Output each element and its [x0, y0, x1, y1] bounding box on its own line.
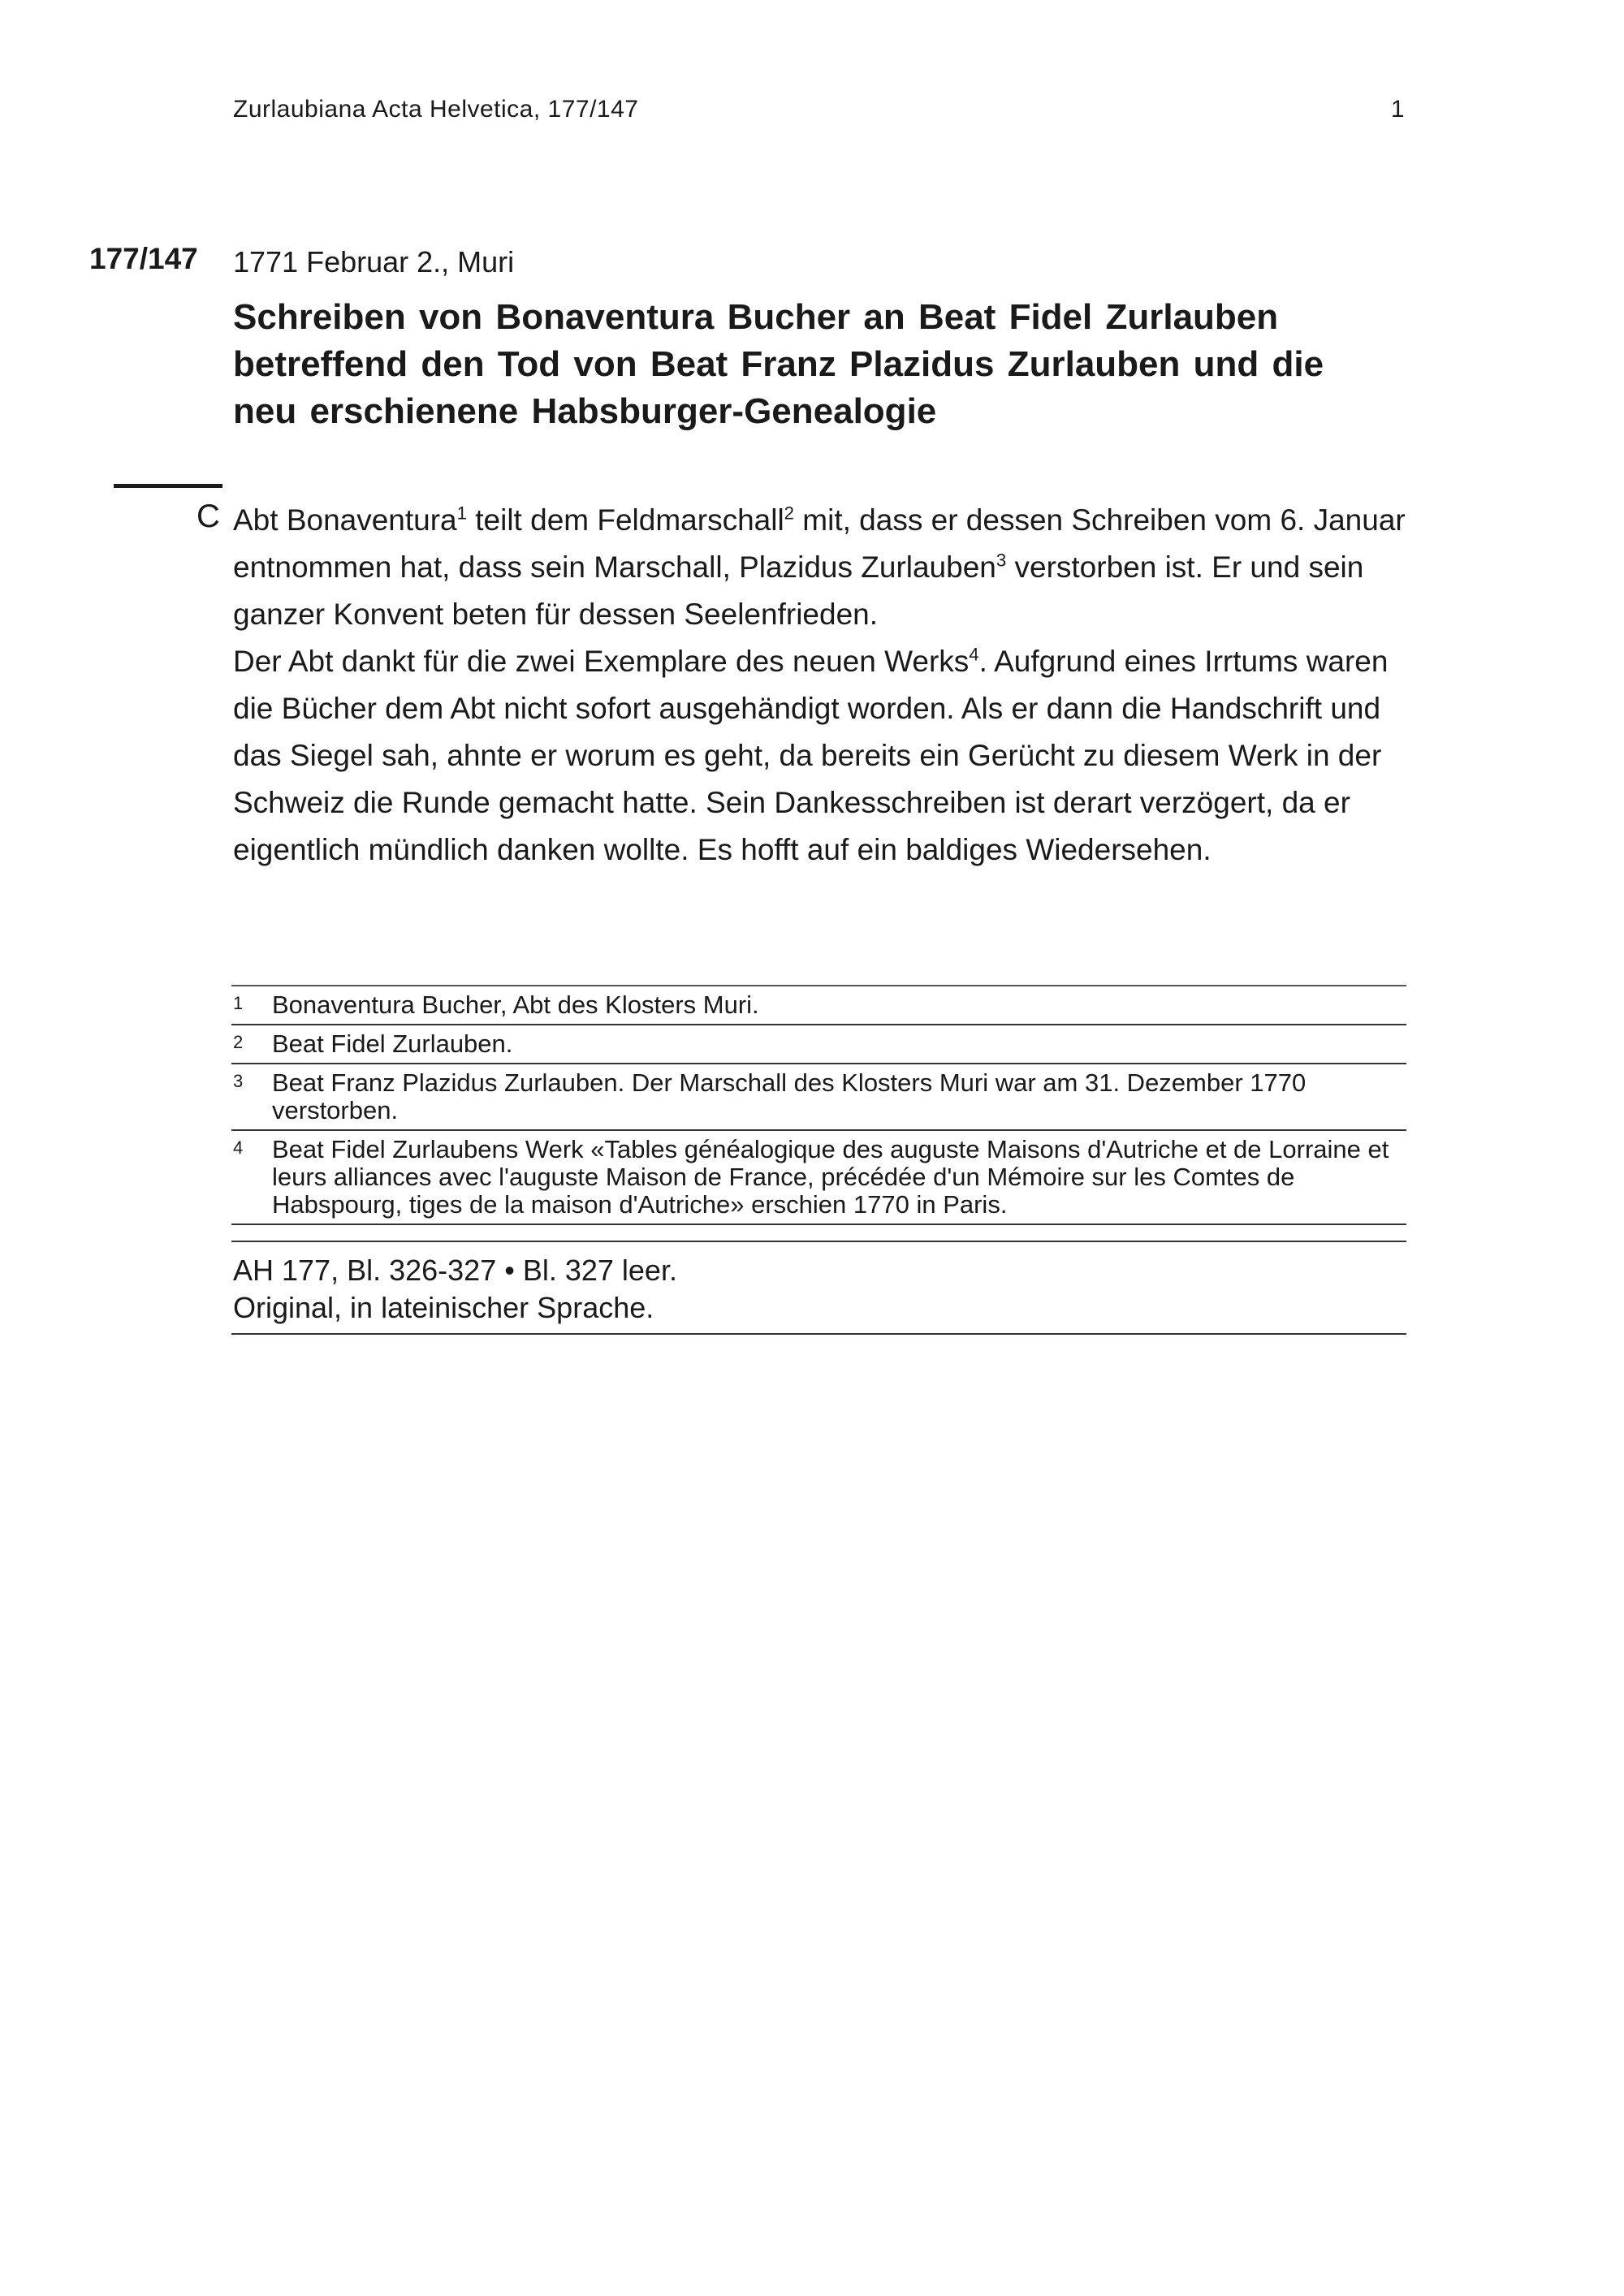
footnotes: [231, 985, 1406, 1225]
footnote-item: [231, 986, 1406, 1025]
margin-rule: [114, 484, 222, 488]
footnote-text: Beat Franz Plazidus Zurlauben. Der Marschall des Klosters Muri war am 31. Dezember 1770 verstorben.: [272, 1068, 1307, 1124]
footnote-item: [231, 1025, 1406, 1064]
footnote-ref-1[interactable]: 1: [456, 503, 467, 524]
footnote-text: Bonaventura Bucher, Abt des Klosters Muri.: [272, 990, 759, 1019]
document-number: 177/147: [89, 242, 198, 275]
source-info: [231, 1241, 1406, 1335]
summary: [233, 497, 1410, 874]
footnote-text: Beat Fidel Zurlaubens Werk «Tables généalogique des auguste Maisons d'Autriche et de Lorraine et leurs alliances avec l'auguste Maison de France, précédée d'un Mémoire sur les Comtes de Habspourg, tiges de la maison d'Autriche» erschien 1770 in Paris.: [272, 1135, 1389, 1219]
page-number: 1: [1390, 96, 1405, 123]
footnote-item: [231, 1131, 1406, 1225]
footnote-mark: 3: [233, 1071, 244, 1091]
footnote-mark: 4: [233, 1137, 244, 1158]
footnote-item: [231, 1064, 1406, 1131]
document-type-letter: C: [197, 498, 220, 534]
footnote-text: Beat Fidel Zurlauben.: [272, 1029, 513, 1058]
summary-paragraph-2: Der Abt dankt für die zwei Exemplare des neuen Werks$^4$. Aufgrund eines Irrtums waren die Bücher dem Abt nicht sofort ausgehändigt worden. Als er dann die Handschrift und das Siegel sah, ahnte er worum es geht, da bereits ein Gerücht zu diesem Werk in der Schweiz die Runde gemacht hatte. Sein Dankesschreiben ist derart verzögert, da er eigentlich mündlich danken wollte. Es hofft auf ein baldiges Wiedersehen.: [233, 644, 1389, 866]
document-title: Schreiben von Bonaventura Bucher an Beat Fidel Zurlauben betreffend den Tod von Beat Franz Plazidus Zurlauben und die neu erschienene Habsburger-Genealogie: [233, 297, 1324, 431]
document-date-place: 1771 Februar 2., Muri: [233, 245, 515, 278]
footnote-ref-3[interactable]: 3: [996, 550, 1007, 571]
summary-paragraph-1: Abt Bonaventura$^1$ teilt dem Feldmarschall$^2$ mit, dass er dessen Schreiben vom 6. Januar entnommen hat, dass sein Marschall, Plazidus Zurlauben$^3$ verstorben ist. Er und sein ganzer Konvent beten für dessen Seelenfrieden.: [233, 503, 1406, 631]
source-note: Original, in lateinischer Sprache.: [233, 1291, 654, 1324]
running-head: [233, 96, 1405, 123]
source-shelfmark: AH 177, Bl. 326-327 • Bl. 327 leer.: [233, 1254, 677, 1287]
footnote-mark: 2: [233, 1032, 244, 1052]
running-title: Zurlaubiana Acta Helvetica, 177/147: [233, 96, 639, 123]
footnote-mark: 1: [233, 993, 244, 1013]
footnote-ref-4[interactable]: 4: [969, 644, 979, 665]
footnote-ref-2[interactable]: 2: [784, 503, 795, 524]
